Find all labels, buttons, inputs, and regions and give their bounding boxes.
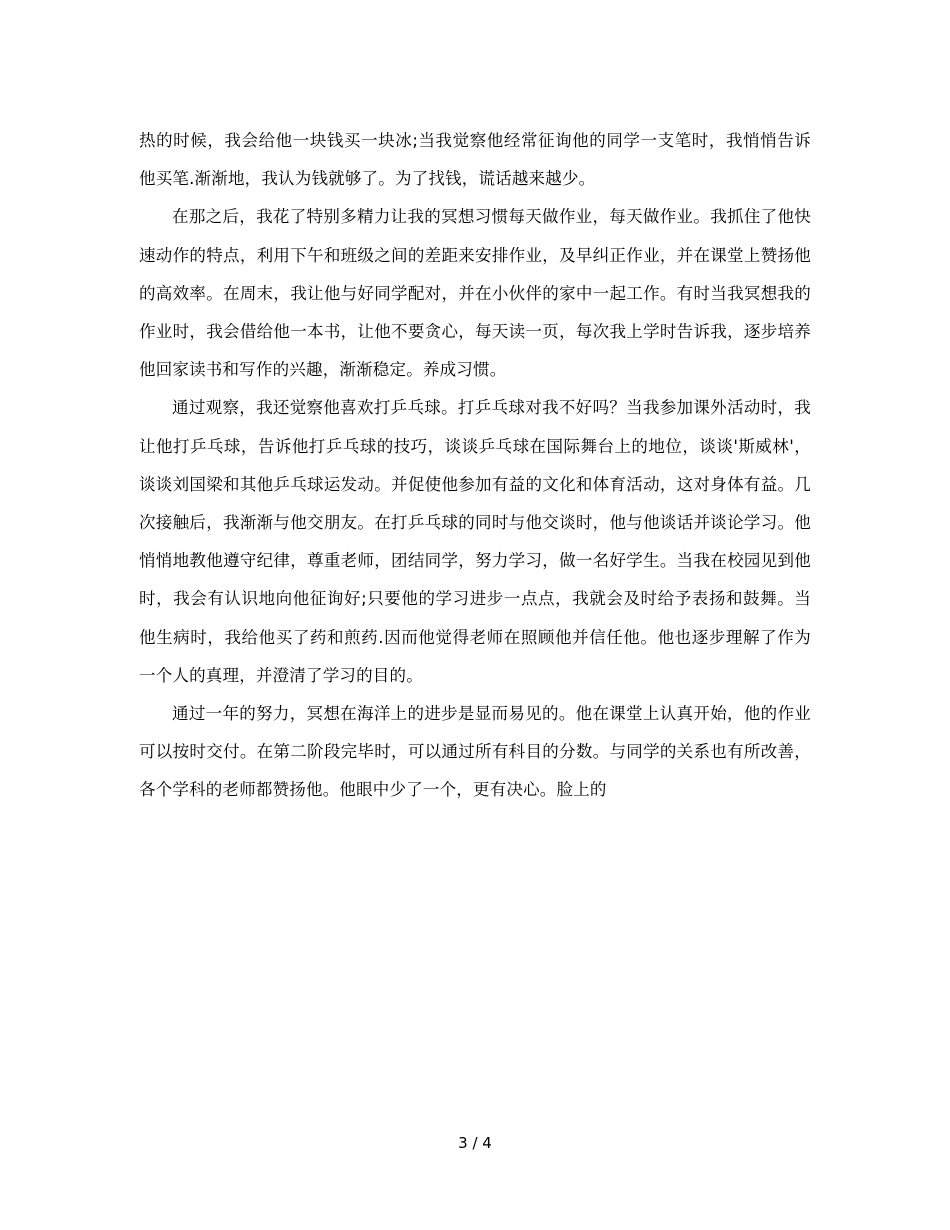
- paragraph-4: 通过一年的努力，冥想在海洋上的进步是显而易见的。他在课堂上认真开始，他的作业可以按时交付。在第二阶段完毕时，可以通过所有科目的分数。与同学的关系也有所改善，各个学科的老师都赞扬他。他眼中少了一个，更有决心。脸上的: [139, 704, 811, 800]
- document-body: [139, 122, 811, 810]
- paragraph-2: 在那之后，我花了特别多精力让我的冥想习惯每天做作业，每天做作业。我抓住了他快速动作的特点，利用下午和班级之间的差距来安排作业，及早纠正作业，并在课堂上赞扬他的高效率。在周末，我让他与好同学配对，并在小伙伴的家中一起工作。有时当我冥想我的作业时，我会借给他一本书，让他不要贪心，每天读一页，每次我上学时告诉我，逐步培养他回家读书和写作的兴趣，渐渐稳定。养成习惯。: [139, 207, 811, 380]
- paragraph-3: 通过观察，我还觉察他喜欢打乒乓球。打乒乓球对我不好吗？当我参加课外活动时，我让他打乒乓球，告诉他打乒乓球的技巧，谈谈乒乓球在国际舞台上的地位，谈谈'斯威林'，谈谈刘国梁和其他乒乓球运发动。并促使他参加有益的文化和体育活动，这对身体有益。几次接触后，我渐渐与他交朋友。在打乒乓球的同时与他交谈时，他与他谈话并谈论学习。他悄悄地教他遵守纪律，尊重老师，团结同学，努力学习，做一名好学生。当我在校园见到他时，我会有认识地向他征询好;只要他的学习进步一点点，我就会及时给予表扬和鼓舞。当他生病时，我给他买了药和煎药.因而他觉得老师在照顾他并信任他。他也逐步理解了作为一个人的真理，并澄清了学习的目的。: [139, 398, 811, 685]
- page-number: 3 / 4: [458, 1134, 492, 1152]
- paragraph-1: 热的时候，我会给他一块钱买一块冰;当我觉察他经常征询他的同学一支笔时，我悄悄告诉他买笔.渐渐地，我认为钱就够了。为了找钱，谎话越来越少。: [139, 131, 811, 189]
